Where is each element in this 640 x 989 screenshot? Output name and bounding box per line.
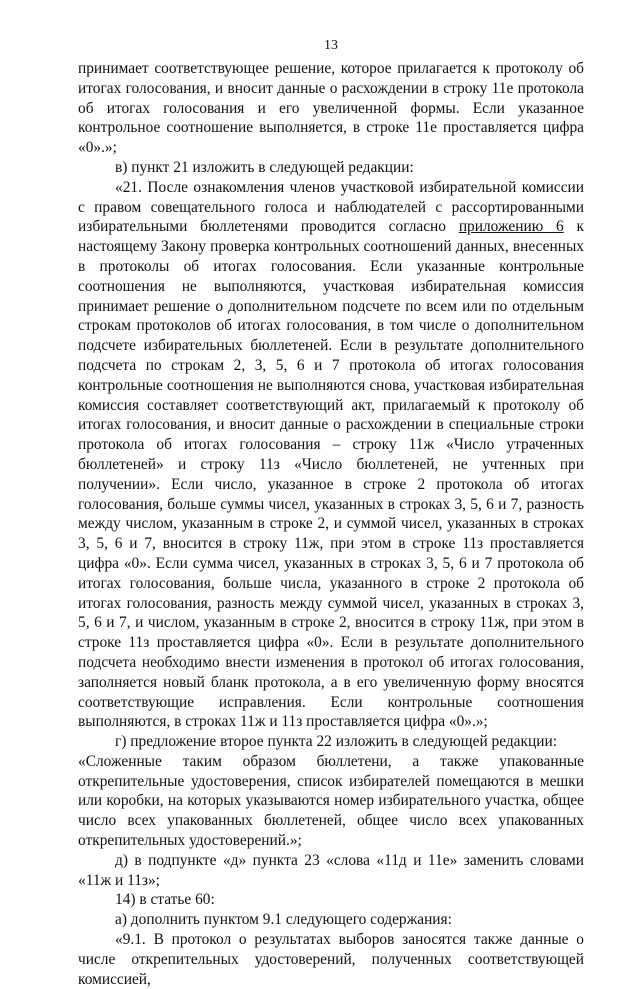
paragraph-point-9-1: «9.1. В протокол о результатах выборов заносятся также данные о числе открепительных удостоверений, полученных соответствующей комиссией, (78, 931, 584, 988)
page-body (78, 59, 584, 989)
paragraph-point-21 (78, 178, 584, 732)
paragraph-item-g: г) предложение второе пункта 22 изложить в следующей редакции: (115, 733, 557, 751)
paragraph-item-14: 14) в статье 60: (115, 891, 215, 909)
paragraph-point-21-text-end: к настоящему Закону проверка контрольных соотношений данных, внесенных в протоколы об итогах голосования. Если указанные контрольные соотношения не выполняются, участковая избирательная комиссия принимает решение о дополнительном подсчете по всем или по отдельным строкам протоколов об итогах голосования, в том числе о дополнительном подсчете избирательных бюллетеней. Если в результате дополнительного подсчета по строкам 2, 3, 5, 6 и 7 протокола об итогах голосования контрольные соотношения не выполняются снова, участковая избирательная комиссия составляет соответствующий акт, прилагаемый к протоколу об итогах голосования, и вносит данные о расхождении в специальные строки протокола об итогах голосования – строку 11ж «Число утраченных бюллетеней» и строку 11з «Число бюллетеней, не учтенных при получении». Если число, указанное в строке 2 протокола об итогах голосования, больше суммы чисел, указанных в строках 3, 5, 6 и 7, разность между числом, указанным в строке 2, и суммой чисел, указанных в строках 3, 5, 6 и 7, вносится в строку 11ж, при этом в строке 11з проставляется цифра «0». Если сумма чисел, указанных в строках 3, 5, 6 и 7 протокола об итогах голосования, больше числа, указанного в строке 2 протокола об итогах голосования, разность между суммой чисел, указанных в строках 3, 5, 6 и 7, и числом, указанным в строке 2, вносится в строку 11ж, при этом в строке 11з проставляется цифра «0». Если в результате дополнительного подсчета необходимо внести изменения в протокол об итогах голосования, заполняется новый бланк протокола, а в его увеличенную форму вносятся соответствующие исправления. Если контрольные соотношения выполняются, в строках 11ж и 11з проставляется цифра «0».»; (78, 218, 585, 731)
paragraph-item-v: в) пункт 21 изложить в следующей редакции: (115, 158, 414, 176)
paragraph-continuation: принимает соответствующее решение, которое прилагается к протоколу об итогах голосования, и вносит данные о расхождении в строку 11е протокола об итогах голосования и его увеличенной формы. Если указанное контрольное соотношение выполняется, в строке 11е проставляется цифра «0».»; (78, 60, 584, 157)
page-number: 13 (324, 38, 338, 53)
paragraph-item-a: а) дополнить пунктом 9.1 следующего содержания: (115, 911, 452, 929)
appendix-6-link[interactable]: приложению 6 (458, 218, 564, 236)
paragraph-point-21-text-start: «21. После ознакомления членов участковой избирательной комиссии с правом совещательного голоса и наблюдателей с рассортированными избирательными бюллетенями проводится согласно (78, 178, 584, 236)
paragraph-quote-22: «Сложенные таким образом бюллетени, а также упакованные открепительные удостоверения, список избирателей помещаются в мешки или коробки, на которых указываются номер избирательного участка, общее число всех упакованных бюллетеней, общее число всех упакованных открепительных удостоверений.»; (78, 752, 584, 850)
paragraph-item-d: д) в подпункте «д» пункта 23 «слова «11д и 11е» заменить словами «11ж и 11з»; (78, 851, 584, 889)
